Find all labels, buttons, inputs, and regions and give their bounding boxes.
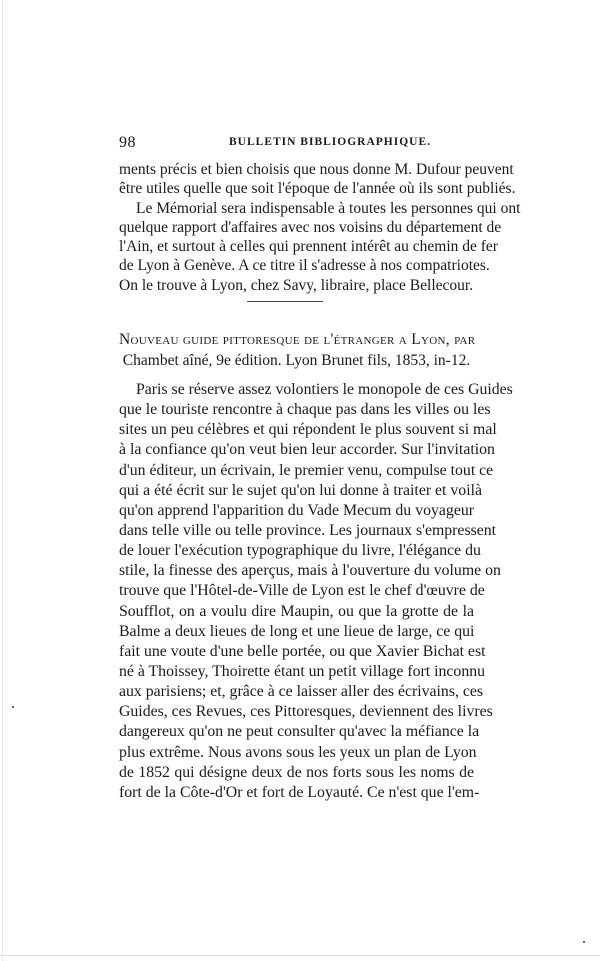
running-head xyxy=(119,134,474,154)
text-line: quelque rapport d'affaires avec nos voisins du département de xyxy=(119,218,502,236)
text-line: Balme a deux lieues de long et une lieue de large, ce qui xyxy=(119,622,475,640)
review-body xyxy=(119,380,513,803)
text-line: né à Thoissey, Thoirette étant un petit village fort inconnu xyxy=(119,662,486,680)
text-line: aux parisiens; et, grâce à ce laisser aller des écrivains, ces xyxy=(119,683,484,701)
text-line: Guides, ces Revues, ces Pittoresques, deviennent des livres xyxy=(119,703,493,721)
text-line: Le Mémorial sera indispensable à toutes les personnes qui ont xyxy=(136,199,521,217)
text-line: l'Ain, et surtout à celles qui prennent intérêt au chemin de fer xyxy=(119,238,498,256)
text-line: dans telle ville ou telle province. Les journaux s'empressent xyxy=(119,521,497,539)
text-line: Paris se réserve assez volontiers le monopole de ces Guides xyxy=(136,381,513,398)
scan-speck xyxy=(12,706,14,708)
text-line: qu'on apprend l'apparition du Vade Mecum du voyageur xyxy=(119,501,474,519)
page-number: 98 xyxy=(119,134,136,151)
section-separator xyxy=(247,301,323,302)
text-line: que le touriste rencontre à chaque pas dans les villes ou les xyxy=(119,401,491,419)
text-line: On le trouve à Lyon, chez Savy, libraire, place Bellecour. xyxy=(119,276,474,294)
text-line: dangereux qu'on ne peut consulter qu'avec la méfiance la xyxy=(119,723,480,741)
text-line: de 1852 qui désigne deux de nos forts sous les noms de xyxy=(119,763,474,781)
review-heading xyxy=(119,329,474,371)
text-line: être utiles quelle que soit l'époque de l'année où ils sont publiés. xyxy=(119,180,516,198)
text-line: d'un éditeur, un écrivain, le premier venu, compulse tout ce xyxy=(119,461,494,479)
top-paragraphs xyxy=(119,160,521,295)
scan-edge-mark xyxy=(2,0,3,961)
text-line: stile, la finesse des aperçus, mais à l'ouverture du volume on xyxy=(119,562,501,580)
text-line: sites un peu célèbres et qui répondent le plus souvent si mal xyxy=(119,421,497,439)
text-line: Soufflot, on a voulu dire Maupin, ou que la grotte de la xyxy=(119,602,474,620)
text-line: fort de la Côte-d'Or et fort de Loyauté. Ce n'est que l'em- xyxy=(119,783,480,801)
heading-line: Nouveau guide pittoresque de l'étranger a Lyon, par xyxy=(119,331,476,348)
text-line: trouve que l'Hôtel-de-Ville de Lyon est le chef d'œuvre de xyxy=(119,582,485,600)
scan-speck xyxy=(583,941,585,943)
text-line: fait une voute d'une belle portée, ou que Xavier Bichat est xyxy=(119,642,486,660)
text-line: plus extrême. Nous avons sous les yeux un plan de Lyon xyxy=(119,743,477,761)
text-line: de louer l'exécution typographique du livre, l'élégance du xyxy=(119,542,481,560)
text-line: de Lyon à Genève. A ce titre il s'adresse à nos compatriotes. xyxy=(119,257,490,275)
scan-edge-mark xyxy=(0,955,600,956)
text-line: à la confiance qu'on veut bien leur accorder. Sur l'invitation xyxy=(119,441,495,459)
heading-line: Chambet aîné, 9e édition. Lyon Brunet fils, 1853, in-12. xyxy=(122,352,471,369)
text-line: qui a été écrit sur le sujet qu'on lui donne à traiter et voilà xyxy=(119,481,482,499)
running-title: BULLETIN BIBLIOGRAPHIQUE. xyxy=(229,136,432,148)
text-line: ments précis et bien choisis que nous donne M. Dufour peuvent xyxy=(119,161,514,178)
